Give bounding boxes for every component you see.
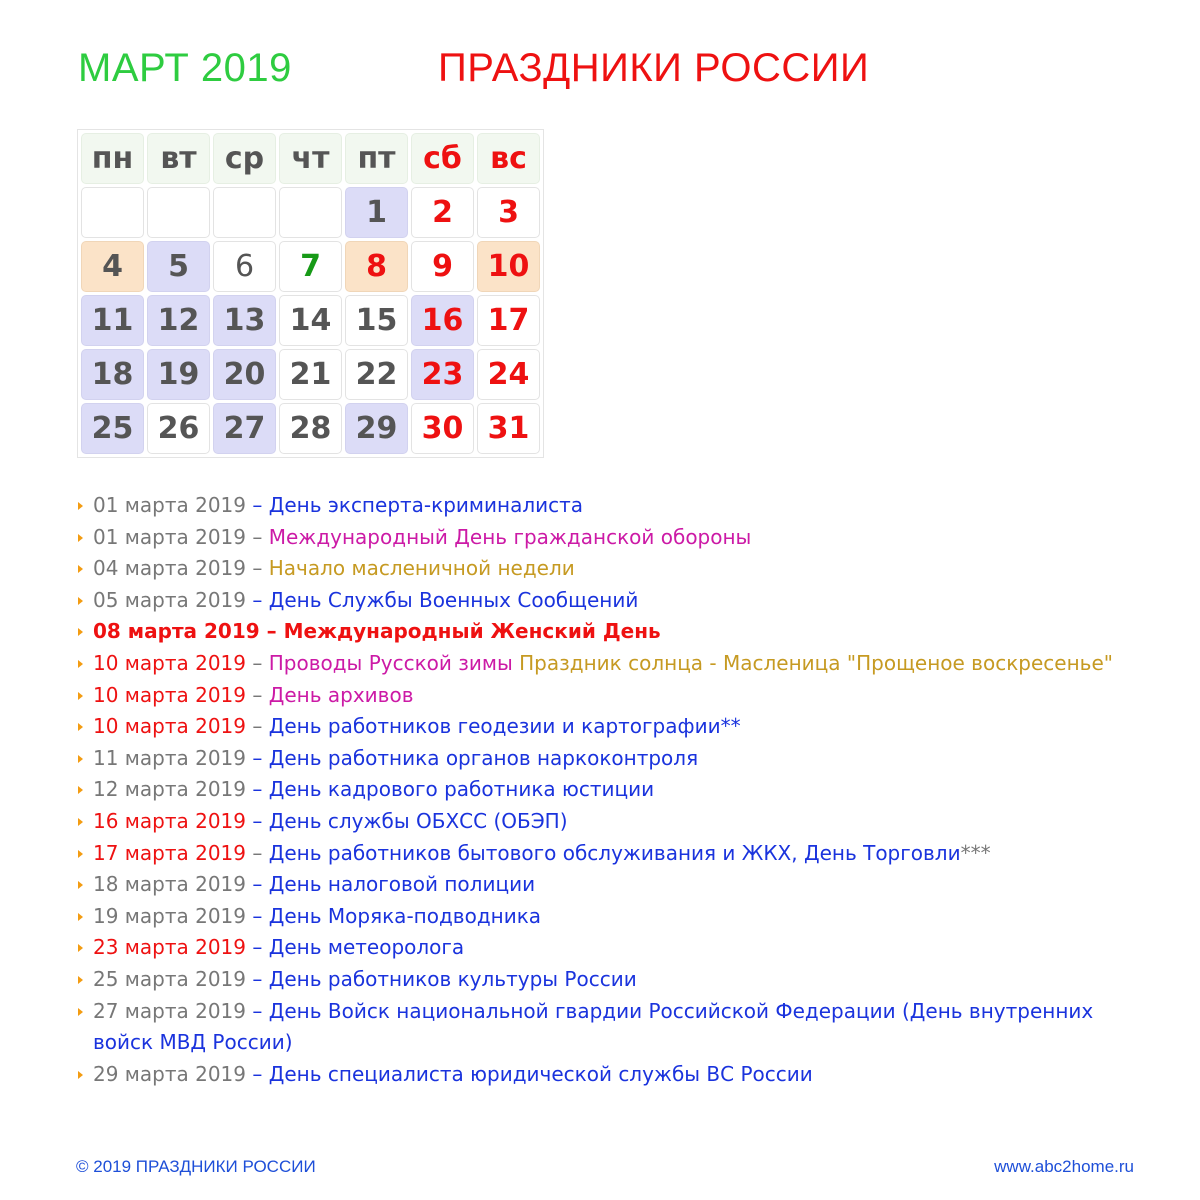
calendar-day-23: 23 [411, 349, 474, 400]
calendar-empty-cell [213, 187, 276, 238]
calendar-day-1: 1 [345, 187, 408, 238]
weekday-header-пн: пн [81, 133, 144, 184]
holiday-list-item [76, 553, 1136, 585]
holiday-date: 10 марта 2019 [93, 682, 253, 707]
holiday-name: – День службы ОБХСС (ОБЭП) [252, 808, 568, 833]
holiday-date: 16 марта 2019 [93, 808, 253, 833]
holiday-date: 01 марта 2019 [93, 493, 253, 517]
holiday-name: Начало масленичной недели [268, 556, 575, 581]
arrow-bullet-icon [78, 881, 83, 889]
arrow-bullet-icon [78, 944, 83, 952]
calendar-day-27: 27 [213, 403, 276, 454]
holiday-name: – День эксперта-криминалиста [252, 493, 584, 517]
calendar-day-26: 26 [147, 403, 210, 454]
holiday-name: – День Моряка-подводника [252, 903, 542, 928]
calendar-day-11: 11 [81, 295, 144, 346]
holiday-date: 18 марта 2019 [93, 872, 253, 897]
calendar-day-20: 20 [213, 349, 276, 400]
weekday-header-ср: ср [213, 133, 276, 184]
arrow-bullet-icon [78, 723, 83, 731]
holiday-list-item [76, 901, 1136, 933]
holiday-name: День архивов [268, 682, 414, 707]
month-calendar [77, 129, 544, 458]
arrow-bullet-icon [78, 755, 83, 763]
holiday-name: День работников геодезии и картографии** [268, 714, 741, 739]
calendar-day-30: 30 [411, 403, 474, 454]
calendar-day-2: 2 [411, 187, 474, 238]
footer-copyright: © 2019 ПРАЗДНИКИ РОССИИ [76, 1157, 316, 1176]
calendar-day-21: 21 [279, 349, 342, 400]
holiday-name: – День кадрового работника юстиции [252, 777, 655, 802]
holiday-date: 01 марта 2019 – [93, 524, 269, 549]
holiday-list-item [76, 964, 1136, 996]
arrow-bullet-icon [78, 502, 83, 510]
holiday-list-item [76, 774, 1136, 806]
holiday-date: 23 марта 2019 [93, 935, 253, 960]
holiday-name: – [252, 714, 269, 739]
calendar-day-5: 5 [147, 241, 210, 292]
arrow-bullet-icon [78, 818, 83, 826]
holiday-list-item [76, 1059, 1136, 1091]
weekday-header-вс: вс [477, 133, 540, 184]
holiday-name: – День работника органов наркоконтроля [252, 745, 699, 770]
calendar-day-15: 15 [345, 295, 408, 346]
calendar-day-25: 25 [81, 403, 144, 454]
calendar-day-22: 22 [345, 349, 408, 400]
holiday-name: – [252, 840, 269, 865]
arrow-bullet-icon [78, 786, 83, 794]
holiday-name: День работников бытового обслуживания и ЖКХ, День Торговли [268, 840, 961, 865]
holiday-list-item [76, 869, 1136, 901]
calendar-day-18: 18 [81, 349, 144, 400]
holiday-name: Праздник солнца - Масленица "Прощеное воскресенье" [519, 650, 1113, 675]
calendar-day-12: 12 [147, 295, 210, 346]
holiday-list-item [76, 680, 1136, 712]
holiday-list-item [76, 743, 1136, 775]
holiday-name: – День Службы Военных Сообщений [252, 587, 639, 612]
holiday-name: – День налоговой полиции [252, 872, 536, 897]
holiday-date: 25 марта 2019 [93, 966, 253, 991]
weekday-header-пт: пт [345, 133, 408, 184]
calendar-day-19: 19 [147, 349, 210, 400]
arrow-bullet-icon [78, 850, 83, 858]
holiday-list-item [76, 932, 1136, 964]
holiday-date: 08 марта 2019 – Международный Женский День [93, 619, 661, 644]
calendar-day-31: 31 [477, 403, 540, 454]
holiday-name: Проводы Русской зимы [268, 650, 520, 675]
arrow-bullet-icon [78, 565, 83, 573]
holiday-list-item [76, 838, 1136, 870]
calendar-day-13: 13 [213, 295, 276, 346]
holiday-name: – [252, 650, 269, 675]
holiday-date: 10 марта 2019 [93, 714, 253, 739]
calendar-day-6: 6 [213, 241, 276, 292]
calendar-day-29: 29 [345, 403, 408, 454]
calendar-day-4: 4 [81, 241, 144, 292]
weekday-header-вт: вт [147, 133, 210, 184]
holiday-date: 11 марта 2019 [93, 745, 253, 770]
holiday-name: – День специалиста юридической службы ВС России [252, 1061, 813, 1086]
arrow-bullet-icon [78, 660, 83, 668]
holiday-date: 27 марта 2019 [93, 998, 253, 1023]
calendar-day-10: 10 [477, 241, 540, 292]
calendar-day-3: 3 [477, 187, 540, 238]
holiday-date: 17 марта 2019 [93, 840, 253, 865]
footer-website-link[interactable]: www.abc2home.ru [994, 1157, 1134, 1176]
arrow-bullet-icon [78, 692, 83, 700]
arrow-bullet-icon [78, 628, 83, 636]
holiday-list-item [76, 996, 1136, 1059]
calendar-empty-cell [279, 187, 342, 238]
holiday-name: *** [960, 840, 991, 865]
holiday-name: – День метеоролога [252, 935, 465, 960]
calendar-day-7: 7 [279, 241, 342, 292]
holiday-list-item [76, 585, 1136, 617]
holiday-list-item [76, 711, 1136, 743]
arrow-bullet-icon [78, 1071, 83, 1079]
month-title: МАРТ 2019 [78, 46, 292, 90]
holiday-list-item [76, 616, 1136, 648]
calendar-day-8: 8 [345, 241, 408, 292]
holiday-date: 10 марта 2019 [93, 650, 253, 675]
arrow-bullet-icon [78, 976, 83, 984]
calendar-day-28: 28 [279, 403, 342, 454]
calendar-day-9: 9 [411, 241, 474, 292]
holiday-list-item [76, 522, 1136, 554]
holiday-name: – День работников культуры России [252, 966, 637, 991]
holiday-list [76, 490, 1136, 1090]
holiday-date: 29 марта 2019 [93, 1061, 253, 1086]
weekday-header-сб: сб [411, 133, 474, 184]
arrow-bullet-icon [78, 913, 83, 921]
holiday-name: Международный День гражданской обороны [268, 524, 752, 549]
calendar-day-24: 24 [477, 349, 540, 400]
calendar-day-16: 16 [411, 295, 474, 346]
page-title: ПРАЗДНИКИ РОССИИ [438, 46, 870, 90]
holiday-list-item [76, 806, 1136, 838]
calendar-empty-cell [81, 187, 144, 238]
calendar-day-17: 17 [477, 295, 540, 346]
holiday-date: 05 марта 2019 [93, 587, 253, 612]
holiday-list-item [76, 490, 1136, 522]
holiday-date: 04 марта 2019 – [93, 556, 269, 581]
calendar-day-14: 14 [279, 295, 342, 346]
holiday-list-item [76, 648, 1136, 680]
holiday-date: 19 марта 2019 [93, 903, 253, 928]
arrow-bullet-icon [78, 534, 83, 542]
holiday-name: – День Войск национальной гвардии Российской Федерации (День внутренних войск МВД России) [93, 998, 1094, 1055]
weekday-header-чт: чт [279, 133, 342, 184]
holiday-date: 12 марта 2019 [93, 777, 253, 802]
calendar-empty-cell [147, 187, 210, 238]
holiday-name: – [252, 682, 269, 707]
arrow-bullet-icon [78, 1008, 83, 1016]
arrow-bullet-icon [78, 597, 83, 605]
